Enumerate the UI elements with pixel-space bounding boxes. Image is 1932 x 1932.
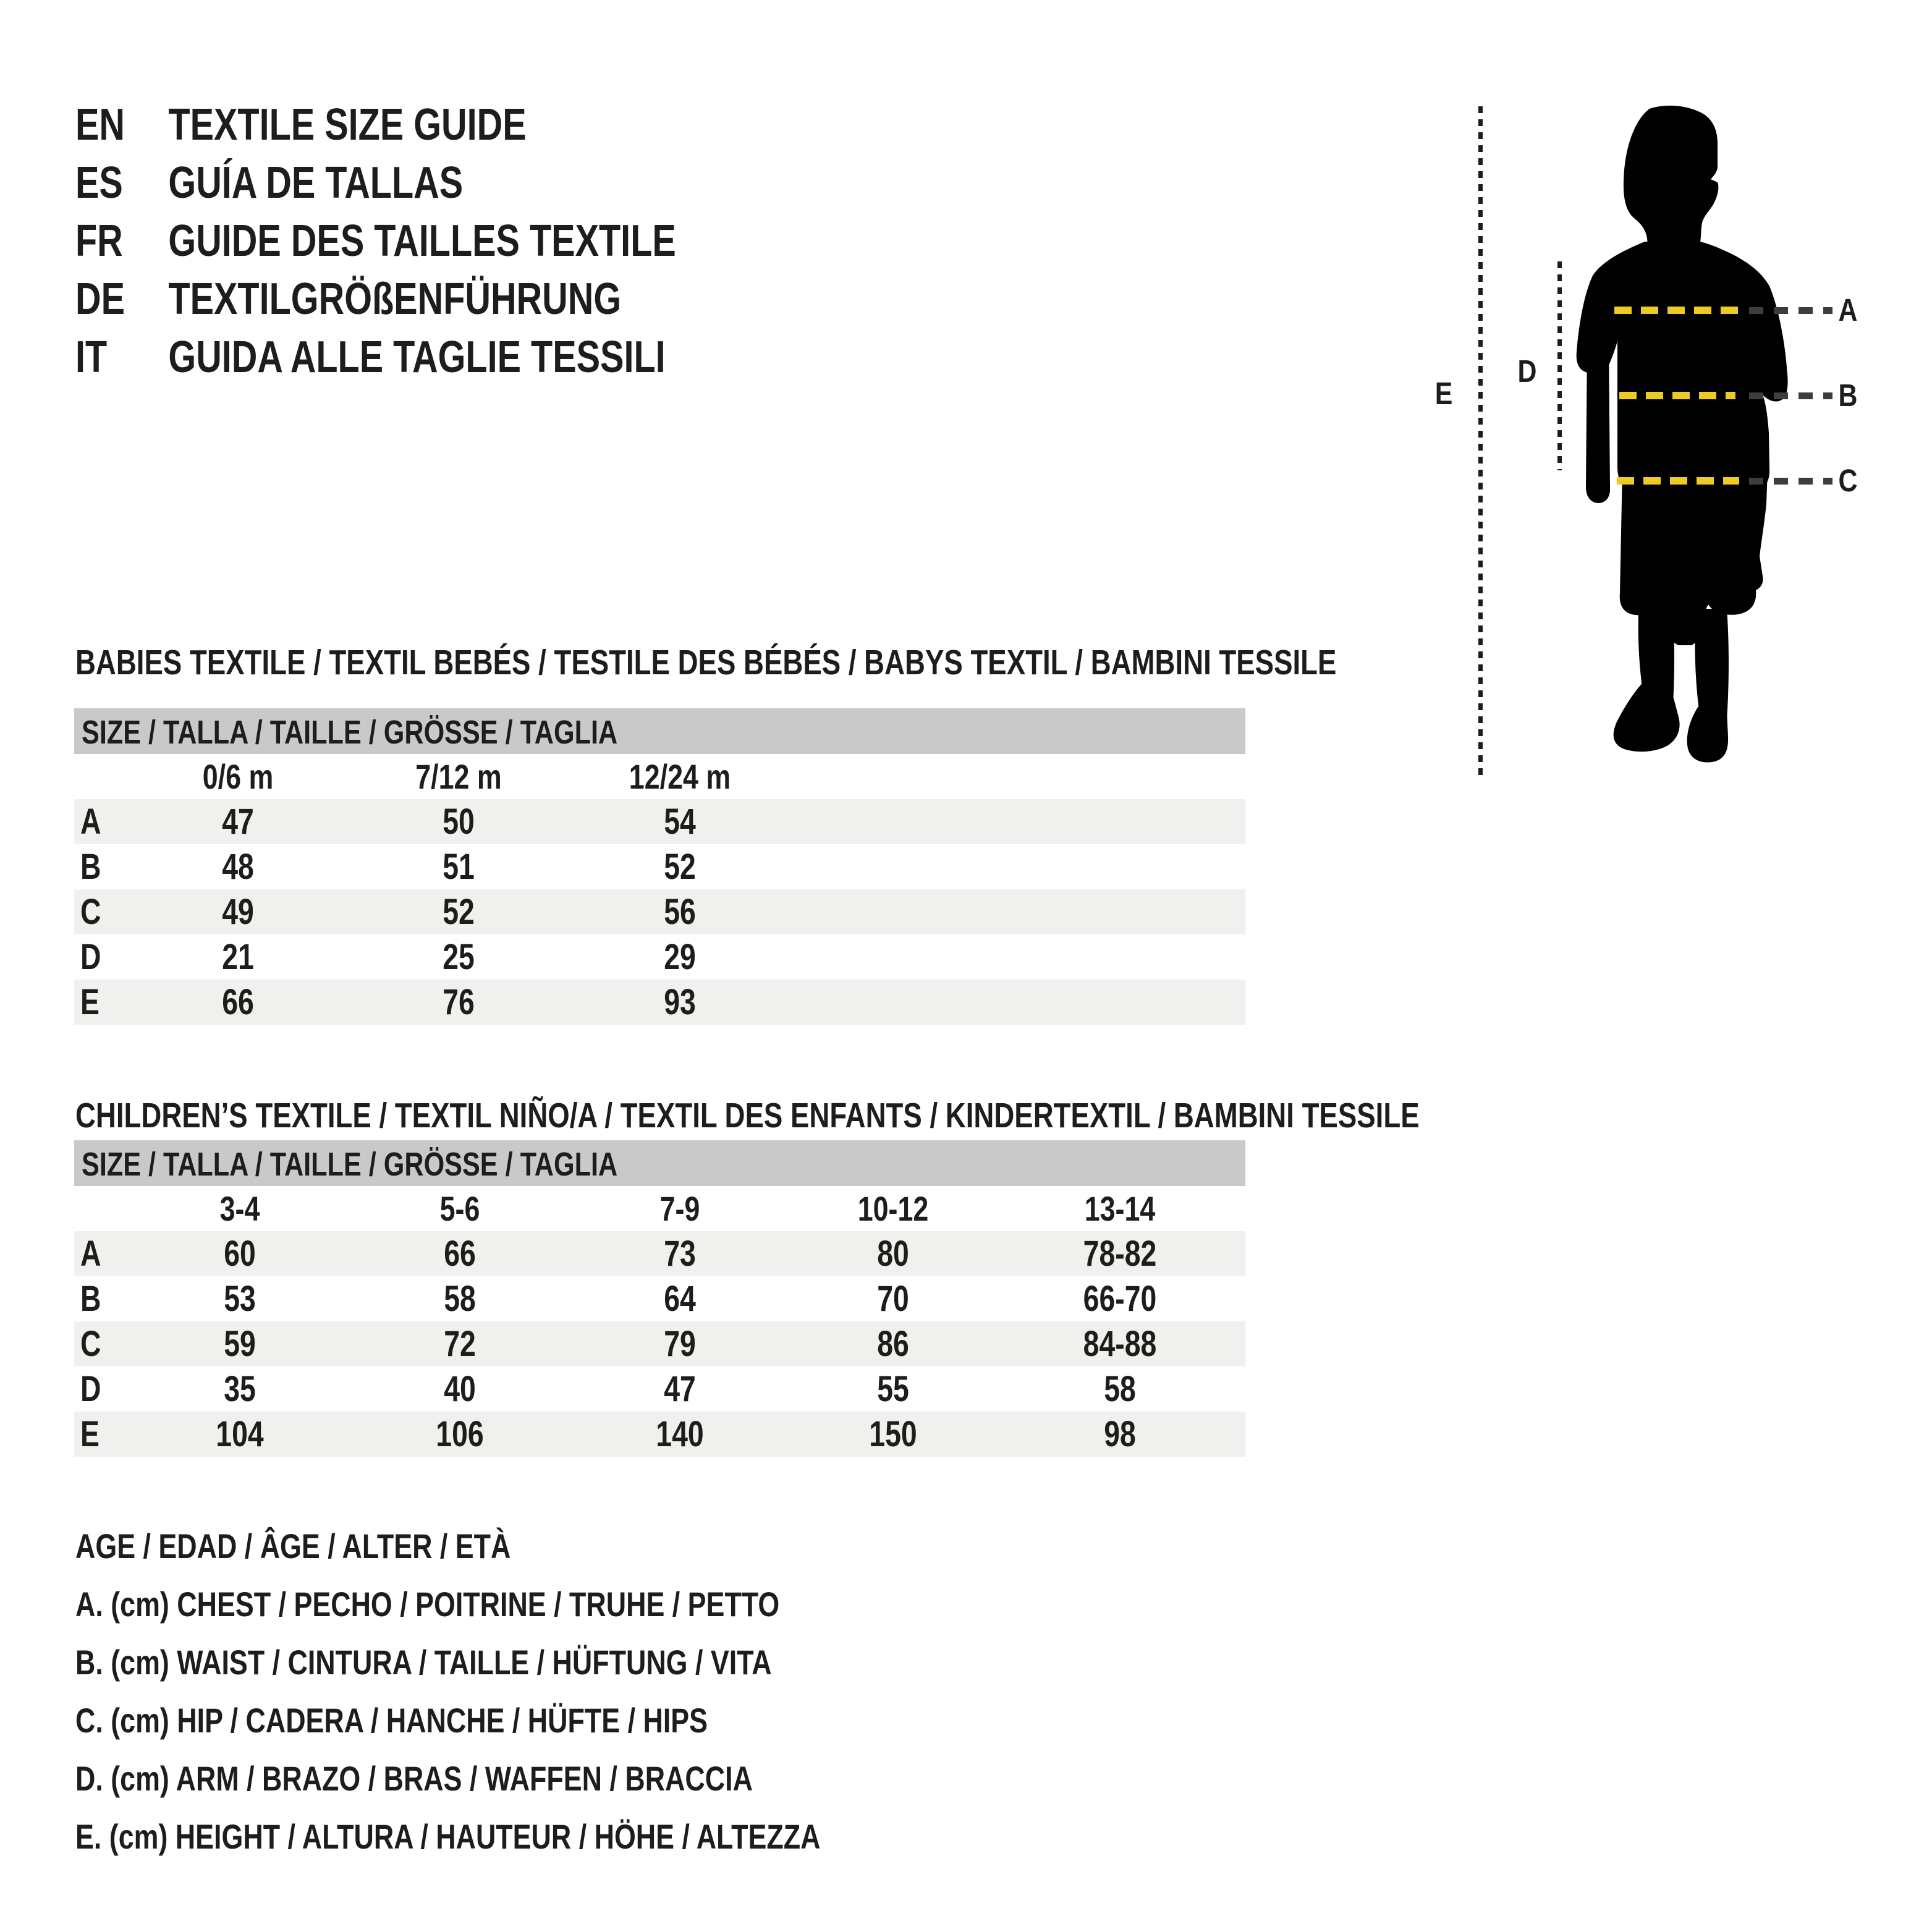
babies-table-row-a bbox=[74, 799, 1245, 844]
size-value-cell: 58 bbox=[444, 1279, 476, 1319]
measure-row-label: A bbox=[80, 1234, 101, 1274]
size-value-cell: 50 bbox=[443, 802, 475, 842]
language-title-block bbox=[75, 96, 826, 386]
size-value-cell: 29 bbox=[664, 937, 696, 977]
measure-row-label: B bbox=[80, 847, 101, 887]
size-value-cell: 51 bbox=[443, 847, 475, 887]
size-value-cell: 52 bbox=[664, 847, 696, 887]
waist-label-b: B bbox=[1838, 378, 1858, 413]
size-value-cell: 104 bbox=[216, 1414, 264, 1454]
size-value-cell: 78-82 bbox=[1083, 1234, 1157, 1274]
size-value-cell: 60 bbox=[224, 1234, 256, 1274]
measure-row-label: B bbox=[80, 1279, 101, 1319]
babies-column-header: 12/24 m bbox=[629, 757, 731, 796]
size-value-cell: 47 bbox=[664, 1369, 696, 1409]
measure-row-label: D bbox=[80, 937, 101, 977]
children-table-row-a bbox=[74, 1231, 1245, 1276]
language-row-it bbox=[75, 328, 826, 386]
guide-title-de: TEXTILGRÖßENFÜHRUNG bbox=[168, 274, 622, 324]
arm-label-d: D bbox=[1517, 354, 1537, 389]
children-table-row-b bbox=[74, 1276, 1245, 1321]
size-value-cell: 66 bbox=[444, 1234, 476, 1274]
size-value-cell: 47 bbox=[222, 802, 254, 842]
children-column-header: 3-4 bbox=[219, 1189, 260, 1228]
size-value-cell: 106 bbox=[436, 1414, 484, 1454]
arm-measure-line-d bbox=[1557, 261, 1562, 470]
babies-size-header-label: SIZE / TALLA / TAILLE / GRÖSSE / TAGLIA bbox=[82, 714, 618, 751]
size-value-cell: 84-88 bbox=[1083, 1324, 1157, 1364]
children-size-header-label: SIZE / TALLA / TAILLE / GRÖSSE / TAGLIA bbox=[82, 1146, 618, 1183]
language-code-it: IT bbox=[75, 333, 108, 382]
size-value-cell: 66 bbox=[222, 982, 254, 1022]
babies-table-row-b bbox=[74, 844, 1245, 889]
children-column-header-row bbox=[74, 1186, 1245, 1231]
waist-leader-line-b bbox=[1749, 392, 1832, 399]
babies-section-title: BABIES TEXTILE / TEXTIL BEBÉS / TESTILE DES BÉBÉS / BABYS TEXTIL / BAMBINI TESSILE bbox=[75, 643, 1337, 682]
size-value-cell: 59 bbox=[224, 1324, 256, 1364]
size-value-cell: 49 bbox=[222, 892, 254, 932]
children-table-row-c bbox=[74, 1321, 1245, 1366]
children-column-header: 10-12 bbox=[857, 1189, 929, 1228]
language-code-fr: FR bbox=[75, 216, 123, 266]
size-value-cell: 21 bbox=[222, 937, 254, 977]
children-column-header: 7-9 bbox=[659, 1189, 700, 1228]
measure-row-label: C bbox=[80, 892, 101, 932]
size-value-cell: 76 bbox=[443, 982, 475, 1022]
legend-line-height: E. (cm) HEIGHT / ALTURA / HAUTEUR / HÖHE / ALTEZZA bbox=[75, 1817, 821, 1856]
babies-table-header-bar bbox=[74, 708, 1245, 754]
size-value-cell: 86 bbox=[877, 1324, 909, 1364]
language-row-fr bbox=[75, 212, 826, 270]
children-table-row-e bbox=[74, 1412, 1245, 1457]
children-column-header: 13-14 bbox=[1084, 1189, 1156, 1228]
legend-line-arm: D. (cm) ARM / BRAZO / BRAS / WAFFEN / BRACCIA bbox=[75, 1759, 753, 1798]
children-section-title: CHILDREN’S TEXTILE / TEXTIL NIÑO/A / TEXTIL DES ENFANTS / KINDERTEXTIL / BAMBINI TESSILE bbox=[75, 1096, 1420, 1135]
size-value-cell: 53 bbox=[224, 1279, 256, 1319]
measure-row-label: E bbox=[80, 1414, 100, 1454]
chest-leader-line-a bbox=[1749, 307, 1832, 314]
language-code-es: ES bbox=[75, 158, 123, 208]
size-value-cell: 64 bbox=[664, 1279, 696, 1319]
language-code-de: DE bbox=[75, 274, 125, 324]
size-value-cell: 58 bbox=[1104, 1369, 1136, 1409]
size-value-cell: 79 bbox=[664, 1324, 696, 1364]
language-row-es bbox=[75, 154, 826, 212]
hip-leader-line-c bbox=[1749, 478, 1832, 485]
measure-row-label: A bbox=[80, 802, 101, 842]
children-table-row-d bbox=[74, 1366, 1245, 1412]
size-value-cell: 73 bbox=[664, 1234, 696, 1274]
size-value-cell: 70 bbox=[877, 1279, 909, 1319]
language-code-en: EN bbox=[75, 100, 125, 150]
guide-title-es: GUÍA DE TALLAS bbox=[168, 158, 464, 208]
legend-line-age: AGE / EDAD / ÂGE / ALTER / ETÀ bbox=[75, 1527, 511, 1566]
size-value-cell: 55 bbox=[877, 1369, 909, 1409]
measure-row-label: C bbox=[80, 1324, 101, 1364]
size-value-cell: 25 bbox=[443, 937, 475, 977]
babies-table-row-e bbox=[74, 980, 1245, 1025]
babies-column-header-row bbox=[74, 754, 1245, 799]
guide-title-en: TEXTILE SIZE GUIDE bbox=[168, 100, 527, 150]
babies-column-header: 7/12 m bbox=[415, 757, 502, 796]
children-size-table bbox=[74, 1140, 1245, 1457]
babies-column-header: 0/6 m bbox=[202, 757, 274, 796]
size-value-cell: 150 bbox=[869, 1414, 917, 1454]
measure-row-label: E bbox=[80, 982, 100, 1022]
babies-size-table bbox=[74, 708, 1245, 1025]
size-value-cell: 56 bbox=[664, 892, 696, 932]
legend-line-chest: A. (cm) CHEST / PECHO / POITRINE / TRUHE / PETTO bbox=[75, 1585, 780, 1624]
size-value-cell: 48 bbox=[222, 847, 254, 887]
size-value-cell: 66-70 bbox=[1083, 1279, 1157, 1319]
legend-line-hip: C. (cm) HIP / CADERA / HANCHE / HÜFTE / HIPS bbox=[75, 1701, 708, 1740]
size-value-cell: 40 bbox=[444, 1369, 476, 1409]
chest-measure-line-a bbox=[1614, 307, 1743, 314]
size-value-cell: 140 bbox=[656, 1414, 704, 1454]
children-table-header-bar bbox=[74, 1140, 1245, 1186]
babies-table-row-c bbox=[74, 889, 1245, 934]
size-value-cell: 35 bbox=[224, 1369, 256, 1409]
size-value-cell: 93 bbox=[664, 982, 696, 1022]
measure-row-label: D bbox=[80, 1369, 101, 1409]
size-value-cell: 98 bbox=[1104, 1414, 1136, 1454]
size-value-cell: 54 bbox=[664, 802, 696, 842]
legend-line-waist: B. (cm) WAIST / CINTURA / TAILLE / HÜFTUNG / VITA bbox=[75, 1643, 772, 1682]
size-value-cell: 80 bbox=[877, 1234, 909, 1274]
children-column-header: 5-6 bbox=[439, 1189, 480, 1228]
measure-legend bbox=[75, 1517, 1007, 1866]
size-value-cell: 52 bbox=[443, 892, 475, 932]
size-value-cell: 72 bbox=[444, 1324, 476, 1364]
height-label-e: E bbox=[1434, 376, 1453, 411]
chest-label-a: A bbox=[1838, 292, 1858, 328]
hip-measure-line-c bbox=[1617, 477, 1739, 485]
language-row-en bbox=[75, 96, 826, 154]
guide-title-fr: GUIDE DES TAILLES TEXTILE bbox=[168, 216, 676, 266]
language-row-de bbox=[75, 270, 826, 328]
waist-measure-line-b bbox=[1619, 392, 1735, 399]
hip-label-c: C bbox=[1838, 463, 1858, 498]
babies-table-row-d bbox=[74, 934, 1245, 980]
guide-title-it: GUIDA ALLE TAGLIE TESSILI bbox=[168, 333, 666, 382]
